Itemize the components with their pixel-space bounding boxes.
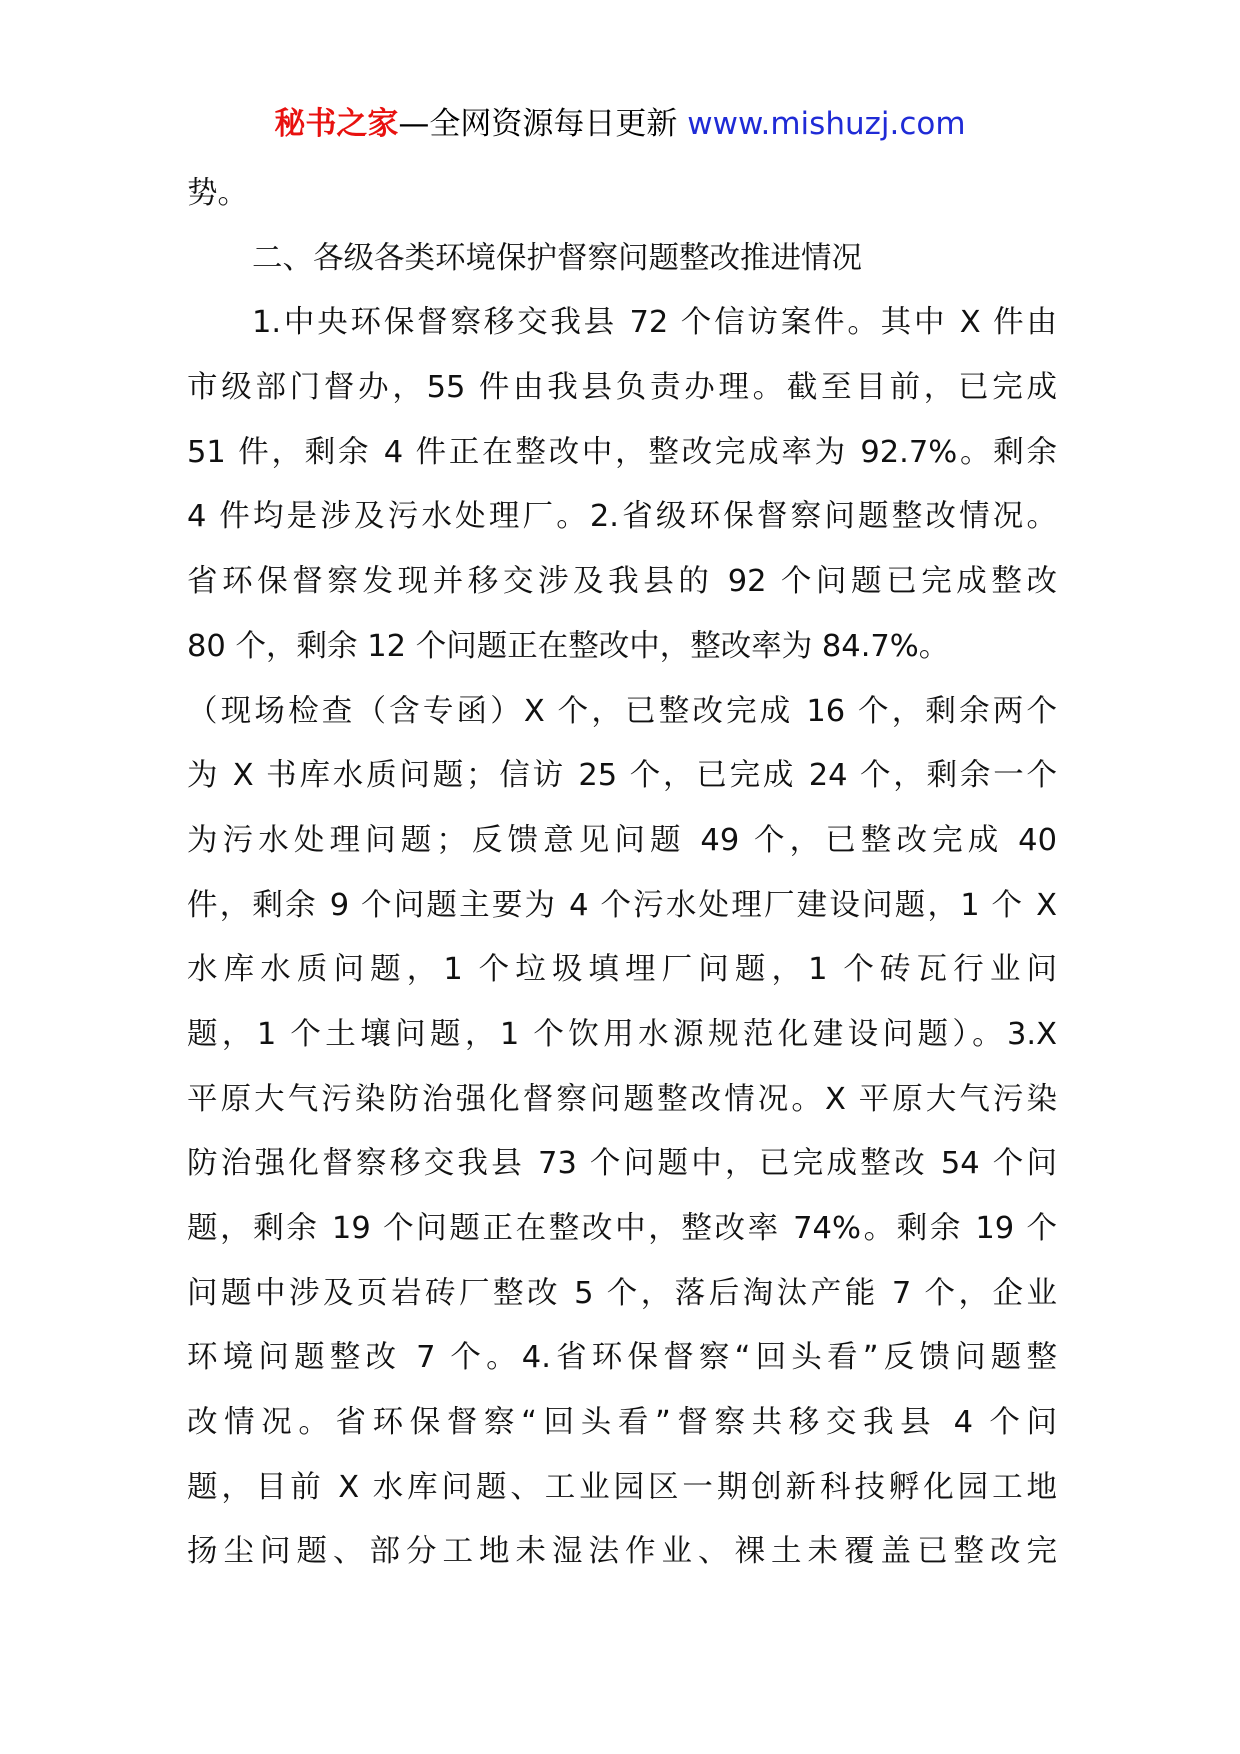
text-line: 市级部门督办，55 件由我县负责办理。截至目前，已完成 [187, 370, 1057, 406]
text-line: （现场检查（含专函）X 个，已整改完成 16 个，剩余两个 [187, 693, 1057, 729]
site-url-link[interactable]: www.mishuzj.com [687, 106, 966, 142]
text-line: 为 X 书库水质问题；信访 25 个，已完成 24 个，剩余一个 [187, 758, 1057, 794]
text-line: 题，1 个土壤问题，1 个饮用水源规范化建设问题）。3.X [187, 1016, 1057, 1052]
text-line: 平原大气污染防治强化督察问题整改情况。X 平原大气污染 [187, 1081, 1057, 1117]
text-line: 80 个，剩余 12 个问题正在整改中，整改率为 84.7%。 [187, 628, 950, 664]
text-line: 省环保督察发现并移交涉及我县的 92 个问题已完成整改 [187, 564, 1057, 600]
text-line: 扬尘问题、部分工地未湿法作业、裸土未覆盖已整改完 [187, 1534, 1057, 1570]
text-line: 1.中央环保督察移交我县 72 个信访案件。其中 X 件由 [252, 305, 1057, 341]
text-line: 势。 [187, 176, 248, 211]
section-heading: 二、各级各类环境保护督察问题整改推进情况 [252, 240, 862, 276]
text-line: 件，剩余 9 个问题主要为 4 个污水处理厂建设问题，1 个 X [187, 887, 1057, 923]
document-body [187, 162, 1057, 1585]
text-line: 题，目前 X 水库问题、工业园区一期创新科技孵化园工地 [187, 1469, 1057, 1505]
text-line: 为污水处理问题；反馈意见问题 49 个，已整改完成 40 [187, 822, 1057, 858]
text-line: 4 件均是涉及污水处理厂。2.省级环保督察问题整改情况。 [187, 499, 1057, 535]
text-line: 题，剩余 19 个问题正在整改中，整改率 74%。剩余 19 个 [187, 1211, 1057, 1246]
text-line: 水库水质问题，1 个垃圾填埋厂问题，1 个砖瓦行业问 [187, 952, 1057, 988]
text-line: 改情况。省环保督察“回头看”督察共移交我县 4 个问 [187, 1405, 1057, 1441]
brand-name: 秘书之家 [274, 106, 399, 142]
text-line: 问题中涉及页岩砖厂整改 5 个，落后淘汰产能 7 个，企业 [187, 1275, 1057, 1311]
text-line: 防治强化督察移交我县 73 个问题中，已完成整改 54 个问 [187, 1146, 1057, 1182]
header-slogan: —全网资源每日更新 [398, 106, 688, 142]
text-line: 环境问题整改 7 个。4.省环保督察“回头看”反馈问题整 [187, 1340, 1057, 1376]
text-line: 51 件，剩余 4 件正在整改中，整改完成率为 92.7%。剩余 [187, 434, 1057, 470]
site-header [0, 100, 1240, 148]
